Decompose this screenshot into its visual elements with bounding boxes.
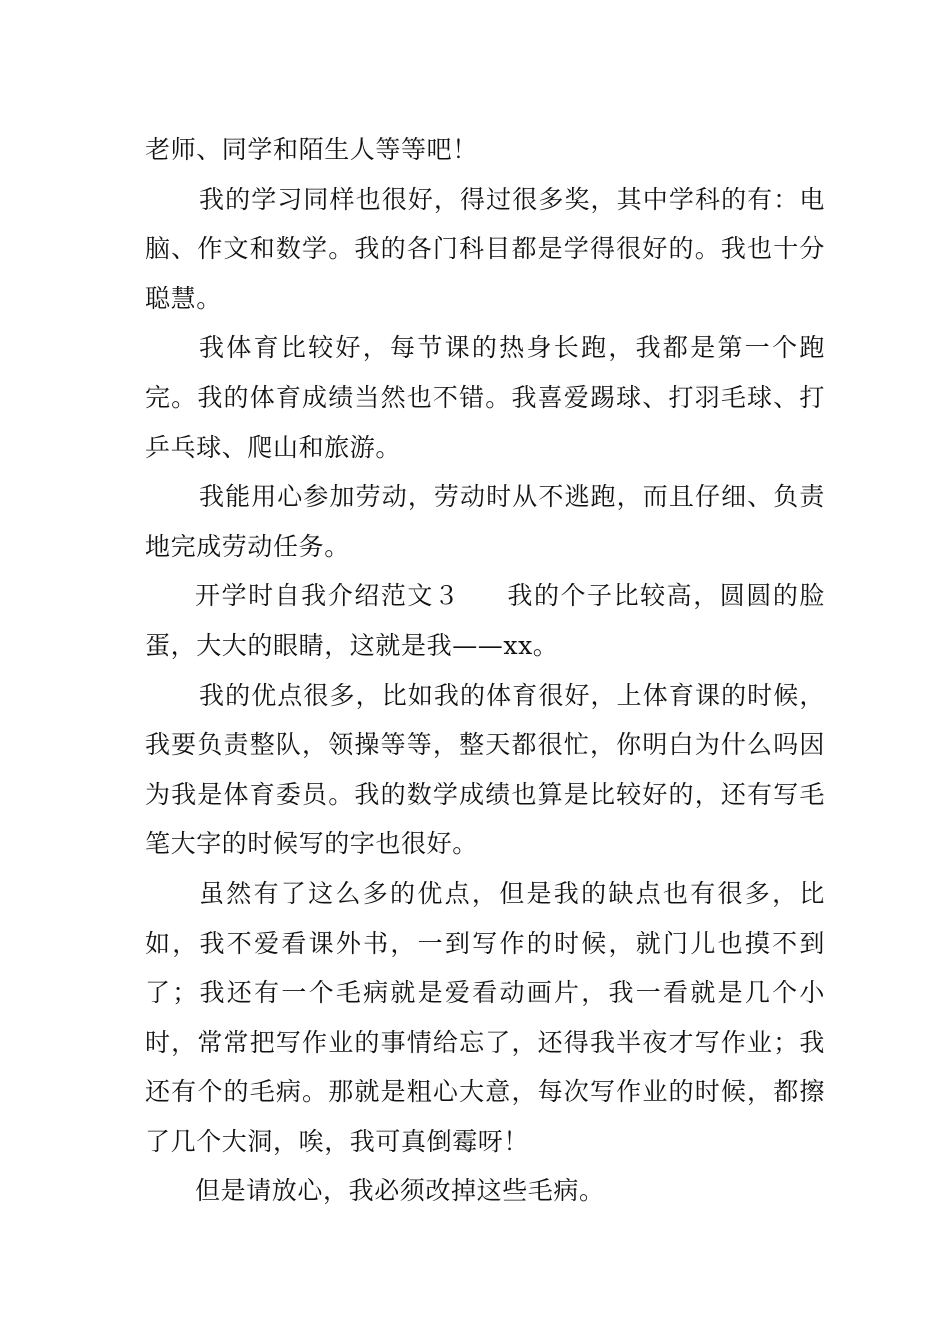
document-body bbox=[145, 125, 825, 1216]
paragraph-8: 但是请放心，我必须改掉这些毛病。 bbox=[195, 1176, 605, 1206]
section-heading: 开学时自我介绍范文３ bbox=[195, 581, 461, 611]
paragraph-5-text: 我的个子比较高，圆圆的脸蛋，大大的眼睛，这就是我——xx。 bbox=[145, 581, 825, 660]
paragraph-1: 老师、同学和陌生人等等吧！ bbox=[145, 135, 478, 164]
paragraph-7: 虽然有了这么多的优点，但是我的缺点也有很多，比如，我不爱看课外书，一到写作的时候，就门儿也摸不到了；我还有一个毛病就是爱看动画片，我一看就是几个小时，常常把写作业的事情给忘了，还得我半夜才写作业；我还有个的毛病。那就是粗心大意，每次写作业的时候，都擦了几个大洞，唉，我可真倒霉呀！ bbox=[145, 878, 825, 1156]
paragraph-6: 我的优点很多，比如我的体育很好，上体育课的时候，我要负责整队，领操等等，整天都很忙，你明白为什么吗因为我是体育委员。我的数学成绩也算是比较好的，还有写毛笔大字的时候写的字也很好。 bbox=[145, 680, 825, 859]
paragraph-4: 我能用心参加劳动，劳动时从不逃跑，而且仔细、负责地完成劳动任务。 bbox=[145, 482, 825, 561]
paragraph-2: 我的学习同样也很好，得过很多奖，其中学科的有：电脑、作文和数学。我的各门科目都是学得很好的。我也十分聪慧。 bbox=[145, 184, 825, 313]
paragraph-5 bbox=[145, 571, 825, 670]
paragraph-3: 我体育比较好，每节课的热身长跑，我都是第一个跑完。我的体育成绩当然也不错。我喜爱踢球、打羽毛球、打乒乓球、爬山和旅游。 bbox=[145, 333, 825, 462]
